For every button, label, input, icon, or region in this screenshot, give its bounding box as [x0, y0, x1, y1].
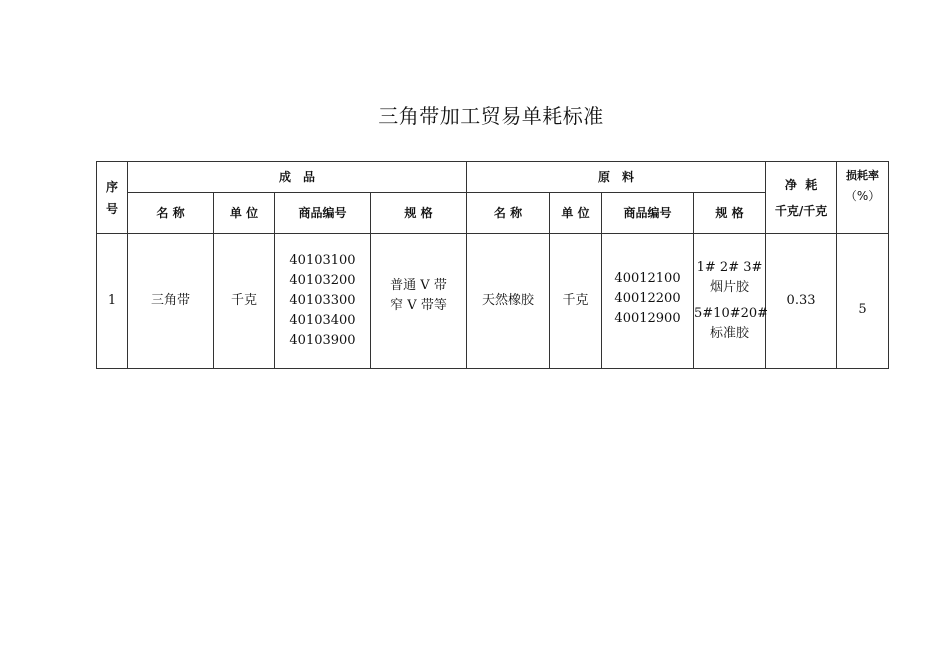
product-code: 40103900 [289, 333, 356, 348]
product-code-header: 商品编号 [275, 193, 371, 234]
loss-rate-header [837, 162, 889, 234]
material-spec-line: 1# 2# 3# [696, 260, 763, 275]
header-row-group [97, 162, 889, 193]
material-code-cell [602, 234, 694, 369]
product-code: 40103100 [289, 253, 356, 268]
material-code: 40012200 [614, 291, 681, 306]
net-consumption-unit: 千克/千克 [774, 203, 828, 218]
net-consumption-cell: 0.33 [766, 234, 837, 369]
material-code: 40012900 [614, 311, 681, 326]
product-code-cell [275, 234, 371, 369]
page-title: 三角带加工贸易单耗标准 [378, 104, 604, 128]
product-unit-header: 单 位 [214, 193, 275, 234]
material-spec-line: 5#10#20# [694, 306, 769, 321]
product-spec-line: 普通 V 带 [390, 278, 447, 293]
material-spec-line: 烟片胶 [710, 280, 750, 295]
consumption-standard-table [96, 161, 889, 369]
material-unit-cell: 千克 [550, 234, 602, 369]
product-code: 40103400 [289, 313, 356, 328]
material-unit-header: 单 位 [550, 193, 602, 234]
net-consumption-header [766, 162, 837, 234]
seq-cell: 1 [97, 234, 128, 369]
material-name-header: 名 称 [467, 193, 550, 234]
product-spec-line: 窄 V 带等 [390, 298, 447, 313]
product-code: 40103200 [289, 273, 356, 288]
product-spec-cell [371, 234, 467, 369]
loss-rate-label: 损耗率 [846, 169, 880, 182]
product-name-cell: 三角带 [128, 234, 214, 369]
product-code: 40103300 [289, 293, 356, 308]
net-consumption-label: 净 耗 [784, 177, 818, 192]
material-code-header: 商品编号 [602, 193, 694, 234]
material-spec-cell [694, 234, 769, 369]
material-name-cell: 天然橡胶 [467, 234, 550, 369]
product-group-header [128, 162, 467, 193]
loss-rate-cell: 5 [837, 234, 889, 369]
material-group-label: 原 料 [598, 170, 635, 184]
material-spec-header: 规 格 [694, 193, 766, 234]
product-unit-cell: 千克 [214, 234, 275, 369]
loss-rate-unit: （%） [844, 189, 881, 203]
table-row [97, 234, 889, 369]
product-spec-header: 规 格 [371, 193, 467, 234]
seq-header-cell [97, 162, 128, 234]
seq-header: 序号 [105, 179, 118, 216]
material-spec-line: 标准胶 [710, 326, 750, 341]
product-group-label: 成 品 [279, 170, 316, 184]
material-code: 40012100 [614, 271, 681, 286]
product-name-header: 名 称 [128, 193, 214, 234]
material-group-header [467, 162, 766, 193]
